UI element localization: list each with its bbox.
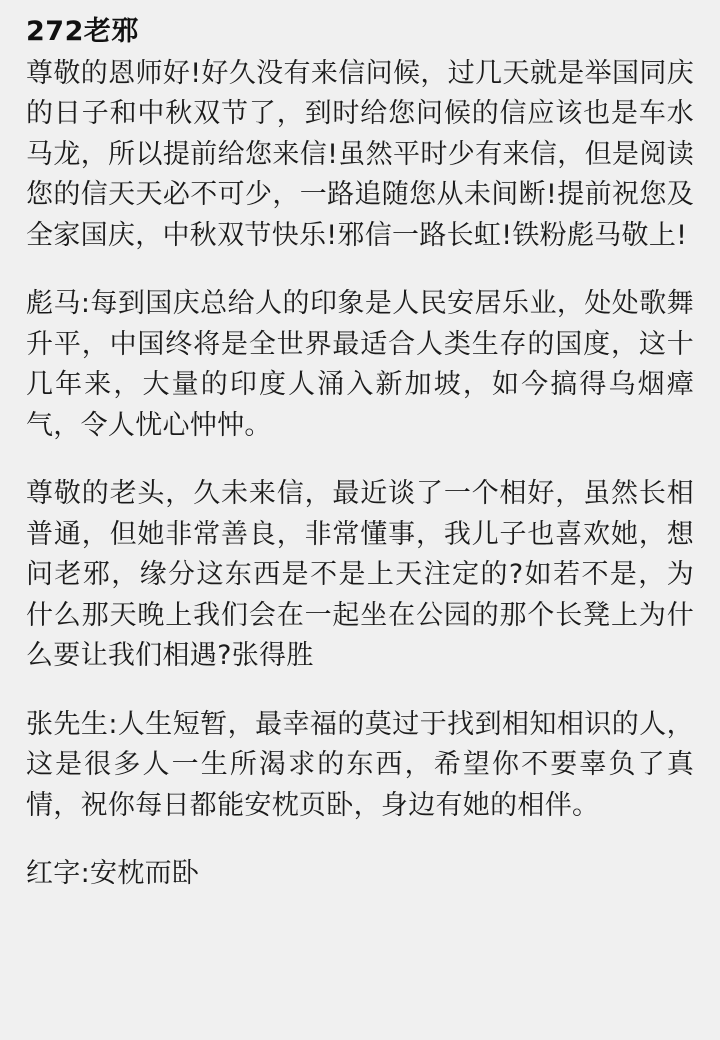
- paragraph-spacer: [26, 256, 694, 284]
- paragraph-spacer: [26, 677, 694, 705]
- paragraph-2: 彪马:每到国庆总给人的印象是人民安居乐业，处处歌舞升平，中国终将是全世界最适合人类生存的国度，这十几年来，大量的印度人涌入新加坡，如今搞得乌烟瘴气，令人忧心忡忡。: [26, 288, 694, 441]
- page-title: 272老邪: [26, 16, 139, 47]
- paragraph-1: 尊敬的恩师好!好久没有来信问候，过几天就是举国同庆的日子和中秋双节了，到时给您问候的信应该也是车水马龙，所以提前给您来信!虽然平时少有来信，但是阅读您的信天天必不可少，一路追随您从未间断!提前祝您及全家国庆，中秋双节快乐!邪信一路长虹!铁粉彪马敬上!: [26, 57, 694, 251]
- paragraph-4: 张先生:人生短暂，最幸福的莫过于找到相知相识的人，这是很多人一生所渴求的东西，希望你不要辜负了真情，祝你每日都能安枕页卧，身边有她的相伴。: [26, 708, 694, 821]
- paragraph-spacer: [26, 826, 694, 854]
- paragraph-3: 尊敬的老头，久未来信，最近谈了一个相好，虽然长相普通，但她非常善良，非常懂事，我儿子也喜欢她，想问老邪，缘分这东西是不是上天注定的?如若不是，为什么那天晚上我们会在一起坐在公园的那个长凳上为什么要让我们相遇?张得胜: [26, 478, 694, 672]
- paragraph-spacer: [26, 446, 694, 474]
- paragraph-5: 红字:安枕而卧: [26, 858, 200, 890]
